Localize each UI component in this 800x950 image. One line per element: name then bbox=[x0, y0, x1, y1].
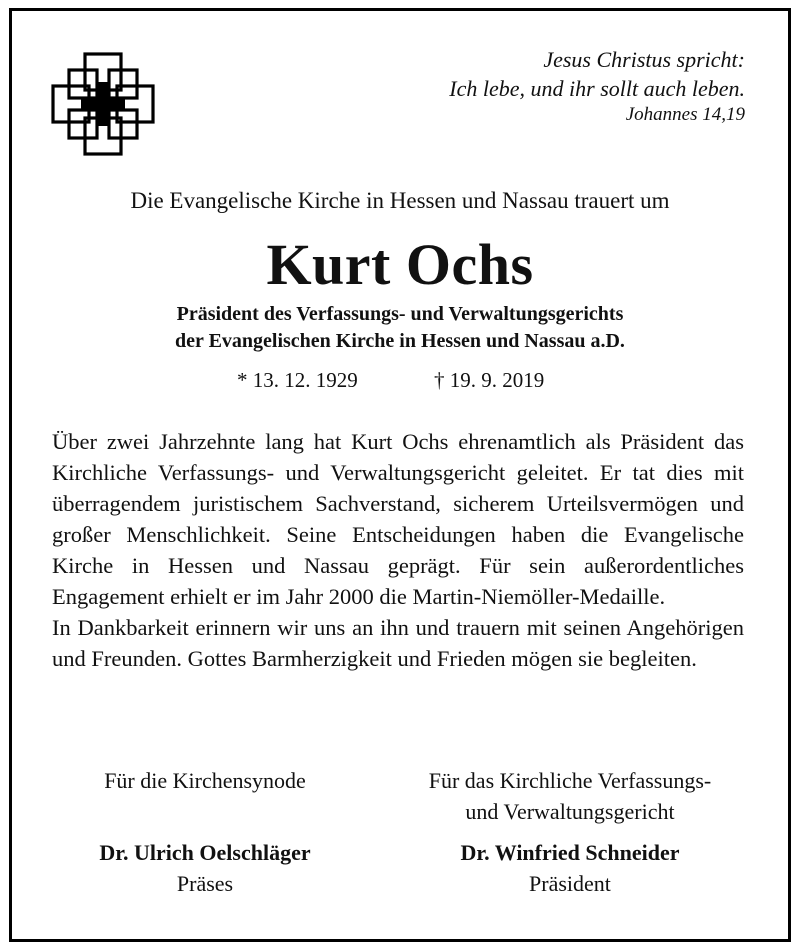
signature-right-org-line-2: und Verwaltungsgericht bbox=[465, 799, 675, 824]
intro-text: Die Evangelische Kirche in Hessen und Nassau trauert um bbox=[130, 188, 670, 213]
signature-left-org: Für die Kirchensynode bbox=[104, 768, 306, 793]
signature-right bbox=[385, 765, 755, 899]
signature-right-org-line-1: Für das Kirchliche Verfassungs- bbox=[428, 768, 712, 793]
deceased-title-line-1: Präsident des Verfassungs- und Verwaltungsgerichts bbox=[176, 303, 624, 325]
quote-reference: Johannes 14,19 bbox=[625, 104, 745, 125]
deceased-name: Kurt Ochs bbox=[266, 232, 534, 297]
quote-line-2: Ich lebe, und ihr sollt auch leben. bbox=[449, 76, 745, 101]
obituary-body bbox=[52, 426, 744, 674]
deceased-title bbox=[0, 301, 800, 355]
signature-right-name: Dr. Winfried Schneider bbox=[460, 840, 680, 865]
signature-right-role: Präsident bbox=[529, 871, 611, 896]
bible-quote bbox=[449, 45, 745, 127]
signature-left-role: Präses bbox=[176, 871, 234, 896]
cross-emblem-icon bbox=[51, 52, 155, 156]
deceased-title-line-2: der Evangelischen Kirche in Hessen und Nassau a.D. bbox=[175, 330, 625, 352]
quote-line-1: Jesus Christus spricht: bbox=[543, 47, 745, 72]
birth-date: * 13. 12. 1929 bbox=[237, 368, 358, 392]
body-paragraph-1: Über zwei Jahrzehnte lang hat Kurt Ochs ehrenamtlich als Präsident das Kirchliche Verfassungs- und Verwaltungsgericht geleitet. Er tat dies mit überragendem juristischem Sachverstand, sicherem Urteilsvermögen und großer Menschlichkeit. Seine Entscheidungen haben die Evangelische Kirche in Hessen und Nassau geprägt. Für sein außerordentliches Engagement erhielt er im Jahr 2000 die Martin-Niemöller-Medaille. bbox=[52, 429, 744, 609]
death-date: † 19. 9. 2019 bbox=[434, 368, 545, 392]
signature-left bbox=[50, 765, 360, 899]
signature-left-name: Dr. Ulrich Oelschläger bbox=[99, 840, 311, 865]
body-paragraph-2: In Dankbarkeit erinnern wir uns an ihn und trauern mit seinen Angehörigen und Freunden. Gottes Barmherzigkeit und Frieden mögen sie begleiten. bbox=[52, 615, 744, 671]
